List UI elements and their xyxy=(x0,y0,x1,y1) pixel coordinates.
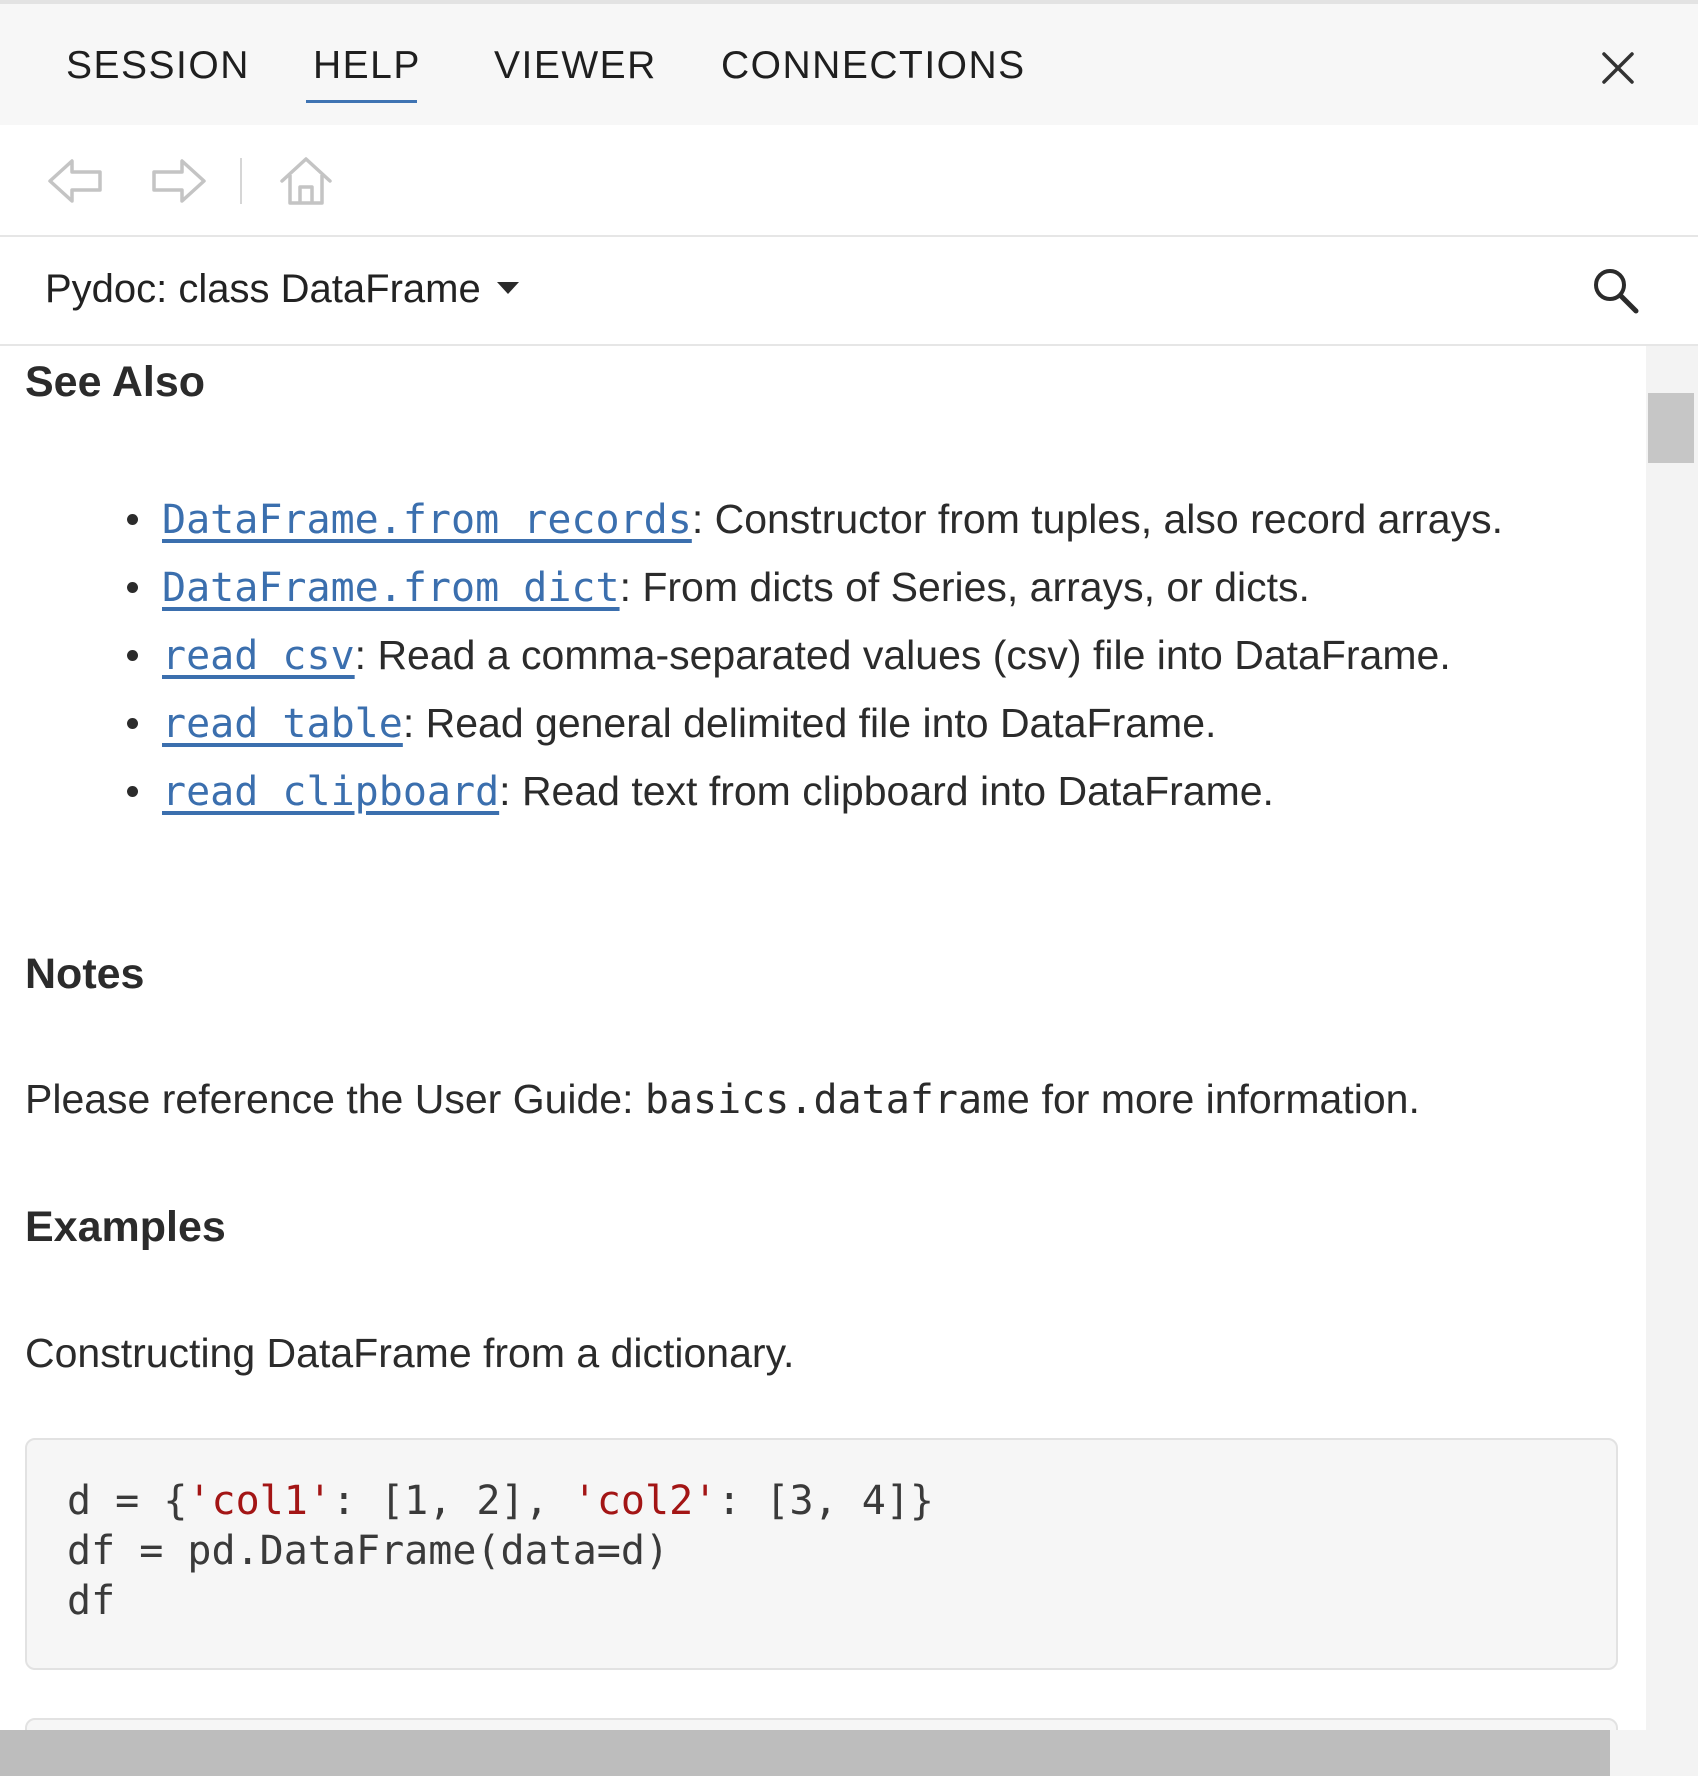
code-token: df xyxy=(67,1578,116,1624)
back-button[interactable] xyxy=(46,153,106,214)
list-item xyxy=(162,690,1642,758)
topic-title-bar xyxy=(0,237,1698,346)
see-also-heading: See Also xyxy=(25,358,206,406)
topic-title: Pydoc: class DataFrame xyxy=(45,267,481,311)
horizontal-scrollbar[interactable] xyxy=(0,1730,1698,1776)
search-icon xyxy=(1590,265,1642,317)
link-dataframe-from-records[interactable]: DataFrame.from_records xyxy=(162,497,692,543)
tab-bar xyxy=(0,4,1698,125)
string-literal: 'col2' xyxy=(572,1478,718,1524)
link-read-table[interactable]: read_table xyxy=(162,701,403,747)
caret-down-icon xyxy=(497,282,519,294)
output-block xyxy=(25,1718,1618,1730)
active-tab-indicator xyxy=(306,100,417,103)
close-icon[interactable] xyxy=(1594,44,1642,92)
tab-connections[interactable]: CONNECTIONS xyxy=(721,44,1026,87)
list-item-text: : Read general delimited file into DataFrame. xyxy=(402,700,1217,746)
topic-dropdown[interactable] xyxy=(45,267,519,312)
code-token: : [1, 2], xyxy=(331,1478,573,1524)
notes-text xyxy=(25,1076,1420,1123)
notes-heading: Notes xyxy=(25,950,145,998)
forward-button[interactable] xyxy=(148,153,208,214)
home-button[interactable] xyxy=(276,151,336,216)
link-dataframe-from-dict[interactable]: DataFrame.from_dict xyxy=(162,565,620,611)
list-item xyxy=(162,622,1642,690)
code-token: df = pd.DataFrame(data=d) xyxy=(67,1528,670,1574)
examples-heading: Examples xyxy=(25,1203,226,1251)
see-also-list xyxy=(25,486,1642,826)
notes-text-after: for more information. xyxy=(1030,1076,1420,1122)
code-block xyxy=(25,1438,1618,1670)
inline-code: basics.dataframe xyxy=(644,1077,1031,1123)
list-item-text: : Read text from clipboard into DataFrame. xyxy=(499,768,1274,814)
code-text xyxy=(67,1476,1576,1626)
help-toolbar xyxy=(0,125,1698,237)
vertical-scrollbar[interactable] xyxy=(1646,346,1698,1730)
help-content xyxy=(0,346,1646,1730)
list-item xyxy=(162,554,1642,622)
horizontal-scroll-thumb[interactable] xyxy=(0,1730,1610,1776)
link-read-clipboard[interactable]: read_clipboard xyxy=(162,769,500,815)
notes-text-before: Please reference the User Guide: xyxy=(25,1076,645,1122)
vertical-scroll-thumb[interactable] xyxy=(1648,393,1694,463)
list-item-text: : Read a comma-separated values (csv) file into DataFrame. xyxy=(354,632,1451,678)
tab-viewer[interactable]: VIEWER xyxy=(494,44,657,87)
list-item-text: : Constructor from tuples, also record arrays. xyxy=(691,496,1503,542)
list-item xyxy=(162,758,1642,826)
arrow-right-icon xyxy=(148,153,208,209)
toolbar-separator xyxy=(240,158,242,204)
home-icon xyxy=(276,151,336,211)
arrow-left-icon xyxy=(46,153,106,209)
link-read-csv[interactable]: read_csv xyxy=(162,633,355,679)
list-item xyxy=(162,486,1642,554)
string-literal: 'col1' xyxy=(187,1478,332,1524)
tab-session[interactable]: SESSION xyxy=(66,44,250,87)
code-token: : [3, 4]} xyxy=(717,1478,934,1524)
examples-intro: Constructing DataFrame from a dictionary. xyxy=(25,1330,795,1376)
tab-help[interactable]: HELP xyxy=(313,44,421,87)
code-token: d = { xyxy=(67,1478,188,1524)
list-item-text: : From dicts of Series, arrays, or dicts. xyxy=(619,564,1310,610)
search-button[interactable] xyxy=(1590,265,1642,317)
